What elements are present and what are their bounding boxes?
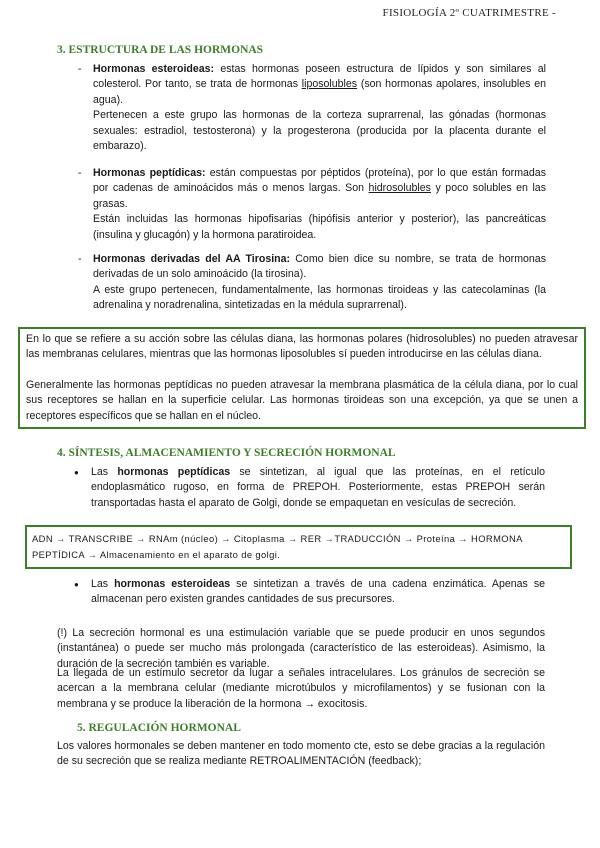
hormone-types-list	[78, 62, 546, 154]
box-paragraph: En lo que se refiere a su acción sobre las células diana, las hormonas polares (hidrosolubles) no pueden atravesar las membranas celulares, mientras que las hormonas liposolubles sí pueden introducirse en las células diana.	[26, 333, 578, 361]
synthesis-list	[78, 577, 545, 608]
bullet-term: hormonas peptídicas	[117, 466, 231, 478]
highlight-box-target-cells	[18, 327, 586, 429]
item-extra: Están incluidas las hormonas hipofisarias (hipófisis anterior y posterior), las pancreáticas (insulina y glucagón) y la hormona paratiroidea.	[93, 213, 546, 241]
section-4-heading	[57, 446, 396, 461]
synthesis-flow-box: ADN → TRANSCRIBE → RNAm (núcleo) → Citoplasma → RER →TRADUCCIÓN → Proteína → HORMONA PEPTÍDICA → Almacenamiento en el aparato de golgi.	[25, 525, 572, 569]
hormone-types-list	[78, 166, 546, 243]
item-text: y poco solubles en las grasas.	[93, 182, 546, 210]
section-number: 4.	[57, 447, 66, 459]
bullet-text: Las	[91, 466, 118, 478]
bullet-steroid-synthesis	[78, 577, 545, 608]
underlined-term: liposolubles	[301, 78, 358, 91]
item-text: están compuestas por péptidos (proteína), por lo que están formadas por cadenas de aminoácidos más o menos largas. Son	[93, 167, 546, 195]
section-title: SÍNTESIS, ALMACENAMIENTO Y SECRECIÓN HORMONAL	[68, 447, 396, 459]
item-extra: A este grupo pertenecen, fundamentalmente, las hormonas tiroideas y las catecolaminas (la adrenalina y noradrenalina, sintetizadas en la médula suprarrenal).	[93, 283, 546, 312]
synthesis-list	[78, 465, 545, 511]
item-text: estas hormonas poseen estructura de lípidos y son similares al colesterol. Por tanto, se trata de hormonas	[93, 63, 546, 91]
term: Hormonas peptídicas:	[93, 167, 206, 179]
list-item-peptide	[78, 166, 546, 243]
regulation-text: Los valores hormonales se deben mantener en todo momento cte, esto se debe gracias a la regulación de su secreción que se realiza mediante RETROALIMENTACIÓN (feedback);	[57, 740, 545, 768]
section-5-heading	[77, 721, 241, 736]
bullet-term: hormonas esteroideas	[114, 578, 231, 590]
list-item-steroid	[78, 62, 546, 154]
section-title: REGULACIÓN HORMONAL	[88, 722, 241, 734]
item-text: (son hormonas apolares, insolubles en agua).	[93, 78, 546, 106]
section-3-heading	[57, 43, 263, 58]
underlined-term: hidrosolubles	[368, 182, 431, 195]
section-number: 3.	[57, 44, 66, 56]
page-header: FISIOLOGÍA 2º CUATRIMESTRE -	[382, 7, 556, 19]
item-text: Como bien dice su nombre, se trata de hormonas derivadas de un solo aminoácido (la tirosina).	[93, 253, 546, 281]
bullet-text: se sintetizan a través de una cadena enzimática. Apenas se almacenan pero existen grandes cantidades de sus precursores.	[91, 578, 546, 606]
hormone-types-list	[78, 252, 546, 314]
secretion-mechanism: La llegada de un estímulo secretor da lugar a señales intracelulares. Los gránulos de secreción se acercan a la membrana celular (mediante microtúbulos y microfilamentos) y se fusionan con la membrana y se produce la liberación de la hormona → exocitosis.	[57, 667, 545, 710]
list-item-tyrosine	[78, 252, 546, 314]
section-number: 5.	[77, 722, 86, 734]
section-title: ESTRUCTURA DE LAS HORMONAS	[68, 44, 264, 56]
item-extra: Pertenecen a este grupo las hormonas de la corteza suprarrenal, las gónadas (hormonas sexuales: estradiol, testosterona) y la progesterona (producida por la placenta durante el embarazo).	[93, 109, 546, 153]
bullet-text: Las	[91, 578, 115, 590]
term: Hormonas derivadas del AA Tirosina:	[93, 253, 291, 265]
box-paragraph: Generalmente las hormonas peptídicas no pueden atravesar la membrana plasmática de la célula diana, por lo cual sus receptores se hallan en la superficie celular. Las hormonas tiroideas son una excepción, ya que se unen a receptores específicos que se hallan en el núcleo.	[26, 378, 578, 422]
bullet-peptide-synthesis	[78, 465, 545, 511]
bullet-text: se sintetizan, al igual que las proteínas, en el retículo endoplasmático rugoso, en forma de PREPOH. Posteriormente, estas PREPOH serán transportadas hasta el aparato de Golgi, donde se empaquetan en vesículas de secreción.	[91, 466, 545, 509]
secretion-note: (!) La secreción hormonal es una estimulación variable que se puede producir en unos segundos (instantánea) o puede ser mucho más prolongada (característico de las esteroideas). Asimismo, la duración de la secreción también es variable.	[57, 627, 545, 670]
term: Hormonas esteroideas:	[93, 63, 215, 75]
